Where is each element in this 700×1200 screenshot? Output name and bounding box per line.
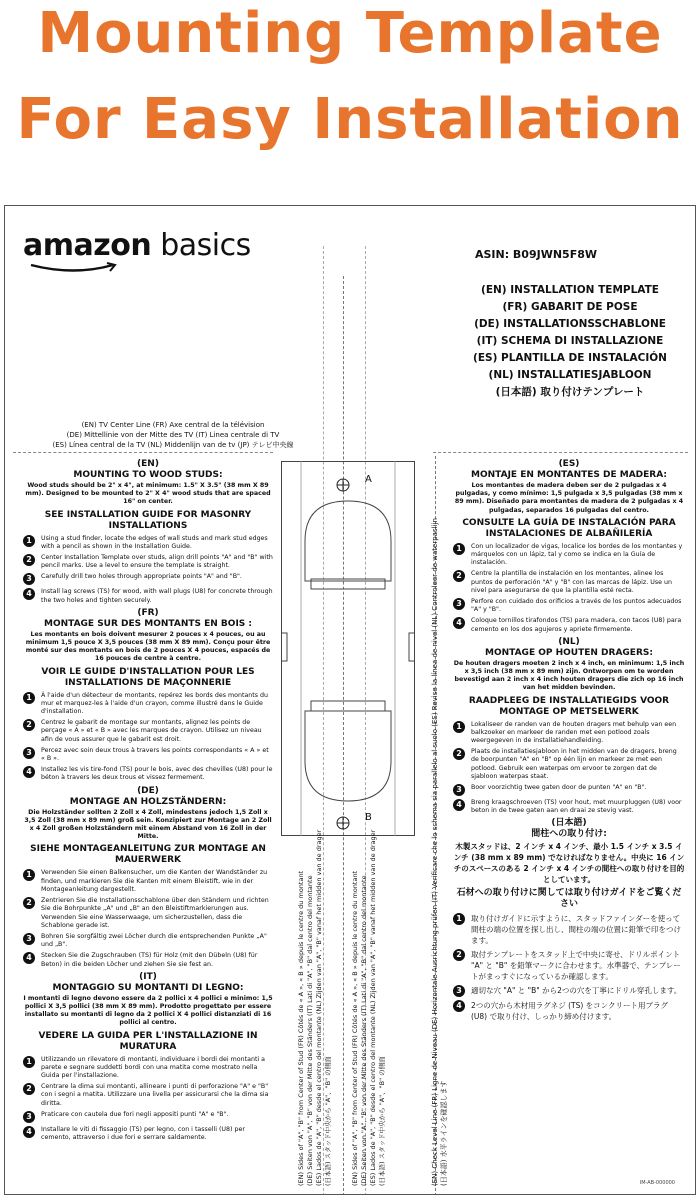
de-title: MONTAGE AN HOLZSTÄNDERN:: [69, 796, 227, 807]
en-title: MOUNTING TO WOOD STUDS:: [73, 470, 223, 480]
it-step-2: 2 Centrare la dima sui montanti, allineare i punti di perforazione "A" e "B" con i segni a matita. Utilizzare una livella per assicurarsi che la dima sia diritta.: [23, 1083, 273, 1108]
de-guide: SIEHE MONTAGEANLEITUNG ZUR MONTAGE AN MAUERWERK: [30, 844, 266, 866]
title-it: (IT) SCHEMA DI INSTALLAZIONE: [476, 335, 664, 347]
it-step-3: 3 Praticare con cautela due fori negli appositi punti "A" e "B".: [23, 1111, 273, 1123]
nl-step-2: 2 Plaats de installatiesjabloon in het midden van de dragers, breng de boorpunten "A" en "B" op één lijn en markeer ze met een potlood. Gebruik een waterpas om ervoor te zorgen dat de sjabloon waterpas staat.: [453, 748, 685, 781]
de-lang: (DE): [137, 785, 159, 796]
asin-code: ASIN: B09JWN5F8W: [474, 248, 597, 261]
it-intro: I montanti di legno devono essere da 2 pollici x 4 pollici e minimo: 1,5 pollici X 3,5 pollici (38 mm X 89 mm). Prodotto progettato per essere installato su montanti di legno da 2 pollici X 4 pollici distanziati di 16 pollici al centro.: [23, 994, 273, 1027]
es-step-2: 2 Centre la plantilla de instalación en los montantes, alinee los puntos de perforación "A" y "B" con las marcas de lápiz. Use un nivel para asegurarse de que la plantilla esté recta.: [453, 570, 685, 595]
it-title: MONTAGGIO SU MONTANTI DI LEGNO:: [52, 982, 244, 993]
jp-title: 間柱への取り付け:: [531, 829, 607, 840]
template-titles: [455, 282, 685, 401]
nl-lang: (NL): [558, 636, 580, 647]
fr-lang: (FR): [137, 607, 159, 618]
it-guide: VEDERE LA GUIDA PER L'INSTALLAZIONE IN MURATURA: [38, 1030, 258, 1052]
hero-title-line1: Mounting Template: [37, 1, 663, 66]
jp-step-3: 3 適切な穴 "A" と "B" から2つの穴を丁寧にドリル穿孔します。: [453, 985, 685, 997]
de-step-3: 3 Bohren Sie sorgfältig zwei Löcher durch die entsprechenden Punkte „A" und „B".: [23, 933, 273, 949]
document-code: IM-AB-000000: [639, 1180, 675, 1186]
es-step-3: 3 Perfore con cuidado dos orificios a través de los puntos adecuados "A" y "B".: [453, 598, 685, 614]
title-de: (DE) INSTALLATIONSSCHABLONE: [474, 318, 666, 330]
title-jp: (日本語) 取り付けテンプレート: [495, 386, 645, 398]
en-intro: Wood studs should be 2" x 4", at minimum: 1.5" X 3.5" (38 mm X 89 mm). Designed to be mounted to 2" X 4" wood studs that are spaced 16" on center.: [25, 482, 271, 506]
en-step-3: 3 Carefully drill two holes through appropriate points "A" and "B".: [23, 573, 273, 585]
fr-step-1: 1 À l'aide d'un détecteur de montants, repérez les bords des montants du mur et marquez-les à l'aide d'un crayon, comme illustré dans le Guide d'installation.: [23, 692, 273, 717]
de-step-1: 1 Verwenden Sie einen Balkensucher, um die Kanten der Wandständer zu finden, und markieren Sie die Kanten mit einem Bleistift, wie in der Montageanleitung dargestellt.: [23, 869, 273, 894]
es-lang: (ES): [558, 459, 580, 469]
fr-step-4: 4 Installez les vis tire-fond (TS) pour le bois, avec des chevilles (U8) pour le béton à travers les deux trous et vissez fermement.: [23, 766, 273, 782]
fr-guide: VOIR LE GUIDE D'INSTALLATION POUR LES INSTALLATIONS DE MAÇONNERIE: [41, 666, 255, 688]
hero-title-line2: For Easy Installation: [16, 87, 684, 152]
es-step-4: 4 Coloque tornillos tirafondos (TS) para madera, con tacos (U8) para cemento en los dos agujeros y apriete firmemente.: [453, 617, 685, 633]
left-column: [23, 456, 273, 1145]
jp-intro: 木製スタッドは、2 インチ x 4 インチ、最小 1.5 インチ x 3.5 インチ (38 mm x 89 mm) でなければなりません。中央に 16 インチのスペースのある 2 インチ x 4 インチの間柱への取り付けを目的としています。: [453, 842, 685, 885]
en-guide: SEE INSTALLATION GUIDE FOR MASONRY INSTALLATIONS: [44, 509, 252, 531]
nl-title: MONTAGE OP HOUTEN DRAGERS:: [485, 647, 653, 658]
fr-step-3: 3 Percez avec soin deux trous à travers les points correspondants « A » et « B ».: [23, 747, 273, 763]
title-nl: (NL) INSTALLATIESJABLOON: [488, 369, 652, 381]
fr-intro: Les montants en bois doivent mesurer 2 pouces x 4 pouces, ou au minimum 1,5 pouce X 3,5 pouces (38 mm X 89 mm). Conçu pour être monté sur des montants en bois de 2 pouces X 4 pouces, espacés de 16 pouces de centre à centre.: [25, 630, 271, 663]
nl-intro: De houten dragers moeten 2 inch x 4 inch, en minimum: 1,5 inch x 3,5 inch (38 mm x 89 mm) zijn. Ontworpen om te worden bevestigd aan 2 inch x 4 inch houten dragers die zich op 16 inch van het midden bevinden.: [453, 659, 685, 692]
en-step-1: 1 Using a stud finder, locate the edges of wall studs and mark stud edges with a pencil as shown in the Installation Guide.: [23, 535, 273, 551]
it-lang: (IT): [139, 971, 157, 982]
template-sheet: [4, 205, 696, 1195]
right-column: [453, 456, 685, 1025]
nl-step-3: 3 Boor voorzichtig twee gaten door de punten "A" en "B".: [453, 784, 685, 796]
level-line-label: (EN) Check Level Line (FR) Ligne de Niveau (DE) Horizontale Ausrichtung prüfen (IT) Verificare che lo schema sia parallelo al suolo (ES) Revise la línea de nivel (NL) Controleer de waterpaslijn (日本語) 水平ラインを確認します: [431, 518, 448, 1186]
it-step-1: 1 Utilizzando un rilevatore di montanti, individuare i bordi dei montanti a parete e segnare suddetti bordi con una matita come mostrato nella Guida per l'installazione.: [23, 1056, 273, 1081]
fr-step-2: 2 Centrez le gabarit de montage sur montants, alignez les points de perçage « A » et « B » avec les marques de crayon. Utilisez un niveau afin de vous assurer que le gabarit est droit.: [23, 719, 273, 744]
nl-step-1: 1 Lokaliseer de randen van de houten dragers met behulp van een balkzoeker en markeer de randen met een potlood zoals weergegeven in de installatiehandleiding.: [453, 721, 685, 746]
nl-guide: RAADPLEEG DE INSTALLATIEGIDS VOOR MONTAGE OP METSELWERK: [468, 695, 670, 717]
drill-point-a-label: A: [365, 474, 372, 485]
title-fr: (FR) GABARIT DE POSE: [502, 301, 638, 313]
drill-point-b-label: B: [365, 812, 372, 823]
de-intro: Die Holzständer sollten 2 Zoll x 4 Zoll, mindestens jedoch 1,5 Zoll x 3,5 Zoll (38 mm x 89 mm) groß sein. Konzipiert zur Montage an 2 Zoll x 4 Zoll großen Holzständern mit einem Abstand von 16 Zoll in der Mitte.: [24, 808, 272, 841]
divider-left: [13, 452, 273, 453]
title-es: (ES) PLANTILLA DE INSTALACIÓN: [473, 352, 667, 364]
fr-title: MONTAGE SUR DES MONTANTS EN BOIS :: [43, 618, 253, 629]
stud-side-label-left: (EN) Sides of "A", "B" from Center of Stud (FR) Côtés de « A », « B » depuis le centre du montant (DE) Seiten von "A", "B" von der Mitte des Ständers (IT) Lati di "A", "B" dal centro del montante (ES) Lados de "A", "B" desde el centro del montante (NL) Zijden van "A", "B" vanaf het midden van de drager (日本語) スタッド中央から "A"、"B" の側面: [297, 829, 332, 1186]
en-step-4: 4 Install lag screws (TS) for wood, with wall plugs (U8) for concrete through the two holes and tighten securely.: [23, 588, 273, 604]
title-en: (EN) INSTALLATION TEMPLATE: [481, 284, 659, 296]
de-step-4: 4 Stecken Sie die Zugschrauben (TS) für Holz (mit den Dübeln (U8) für Beton) in die beiden Löcher und ziehen Sie sie fest an.: [23, 952, 273, 968]
brand-word-basics: basics: [160, 228, 251, 263]
es-intro: Los montantes de madera deben ser de 2 pulgadas x 4 pulgadas, y como mínimo: 1,5 pulgada x 3,5 pulgadas (38 mm x 89 mm). Diseñado para montantes de madera de 2 pulgadas x 4 pulgadas, separados 16 pulgadas del centro.: [454, 482, 684, 514]
it-step-4: 4 Installare le viti di fissaggio (TS) per legno, con i tasselli (U8) per cemento, attraverso i due fori e serrare saldamente.: [23, 1126, 273, 1142]
jp-step-2: 2 取付テンプレートをスタッド上で中央に寄せ、ドリルポイント "A" と "B" を鉛筆マークに合わせます。水準器で、テンプレートがまっすぐになっているか確認します。: [453, 949, 685, 982]
jp-lang: (日本語): [551, 818, 587, 829]
smile-arrow-icon: [29, 262, 119, 274]
jp-step-4: 4 2つの穴から木材用ラグネジ (TS) をコンクリート用プラグ (U8) で取り付け、しっかり締め付けます。: [453, 1000, 685, 1022]
es-step-1: 1 Con un localizador de vigas, localice los bordes de los montantes y márquelos con un lápiz, tal y como se indica en la Guía de instalación.: [453, 543, 685, 568]
stud-side-label-right: (EN) Sides of "A", "B" from Center of Stud (FR) Côtés de « A », « B » depuis le centre du montant (DE) Seiten von "A", "B" von der Mitte des Ständers (IT) Lati di "A", "B" dal centro del montante (ES) Lados de "A", "B" desde el centro del montante (NL) Zijden van "A", "B" vanaf het midden van de drager (日本語) スタッド中央から "A"、"B" の側面: [351, 829, 386, 1186]
brand-logo: [23, 228, 251, 263]
brand-word-amazon: amazon: [23, 228, 152, 263]
jp-step-1: 1 取り付けガイドに示すように、スタッドファインダーを使って間柱の端の位置を探し出し、間柱の端の位置に鉛筆で印をつけます。: [453, 913, 685, 946]
en-lang: (EN): [137, 459, 159, 469]
tv-center-line-label: (EN) TV Center Line (FR) Axe central de la télévision (DE) Mittellinie von der Mitte des TV (IT) Linea centrale di TV (ES) Línea central de la TV (NL) Middenlijn van de tv (JP) テレビ中央線: [52, 421, 294, 449]
de-step-2: 2 Zentrieren Sie die Installationsschablone über den Ständern und richten Sie die Bohrpunkte „A" und „B" an den Bleistiftmarkierungen aus. Verwenden Sie eine Wasserwaage, um sicherzustellen, dass die Schablone gerade ist.: [23, 897, 273, 930]
jp-guide: 石材への取り付けに関しては取り付けガイドをご覧ください: [456, 888, 682, 910]
divider-right: [433, 452, 688, 453]
en-step-2: 2 Center Installation Template over studs, align drill points "A" and "B" with pencil marks. Use a level to ensure the template is straight.: [23, 554, 273, 570]
es-title: MONTAJE EN MONTANTES DE MADERA:: [471, 470, 667, 480]
bracket-outline: [281, 461, 415, 836]
nl-step-4: 4 Breng kraagschroeven (TS) voor hout, met muurpluggen (U8) voor beton in de twee gaten aan en draai ze stevig vast.: [453, 799, 685, 815]
es-guide: CONSULTE LA GUÍA DE INSTALACIÓN PARA INSTALACIONES DE ALBAÑILERÍA: [462, 517, 676, 539]
